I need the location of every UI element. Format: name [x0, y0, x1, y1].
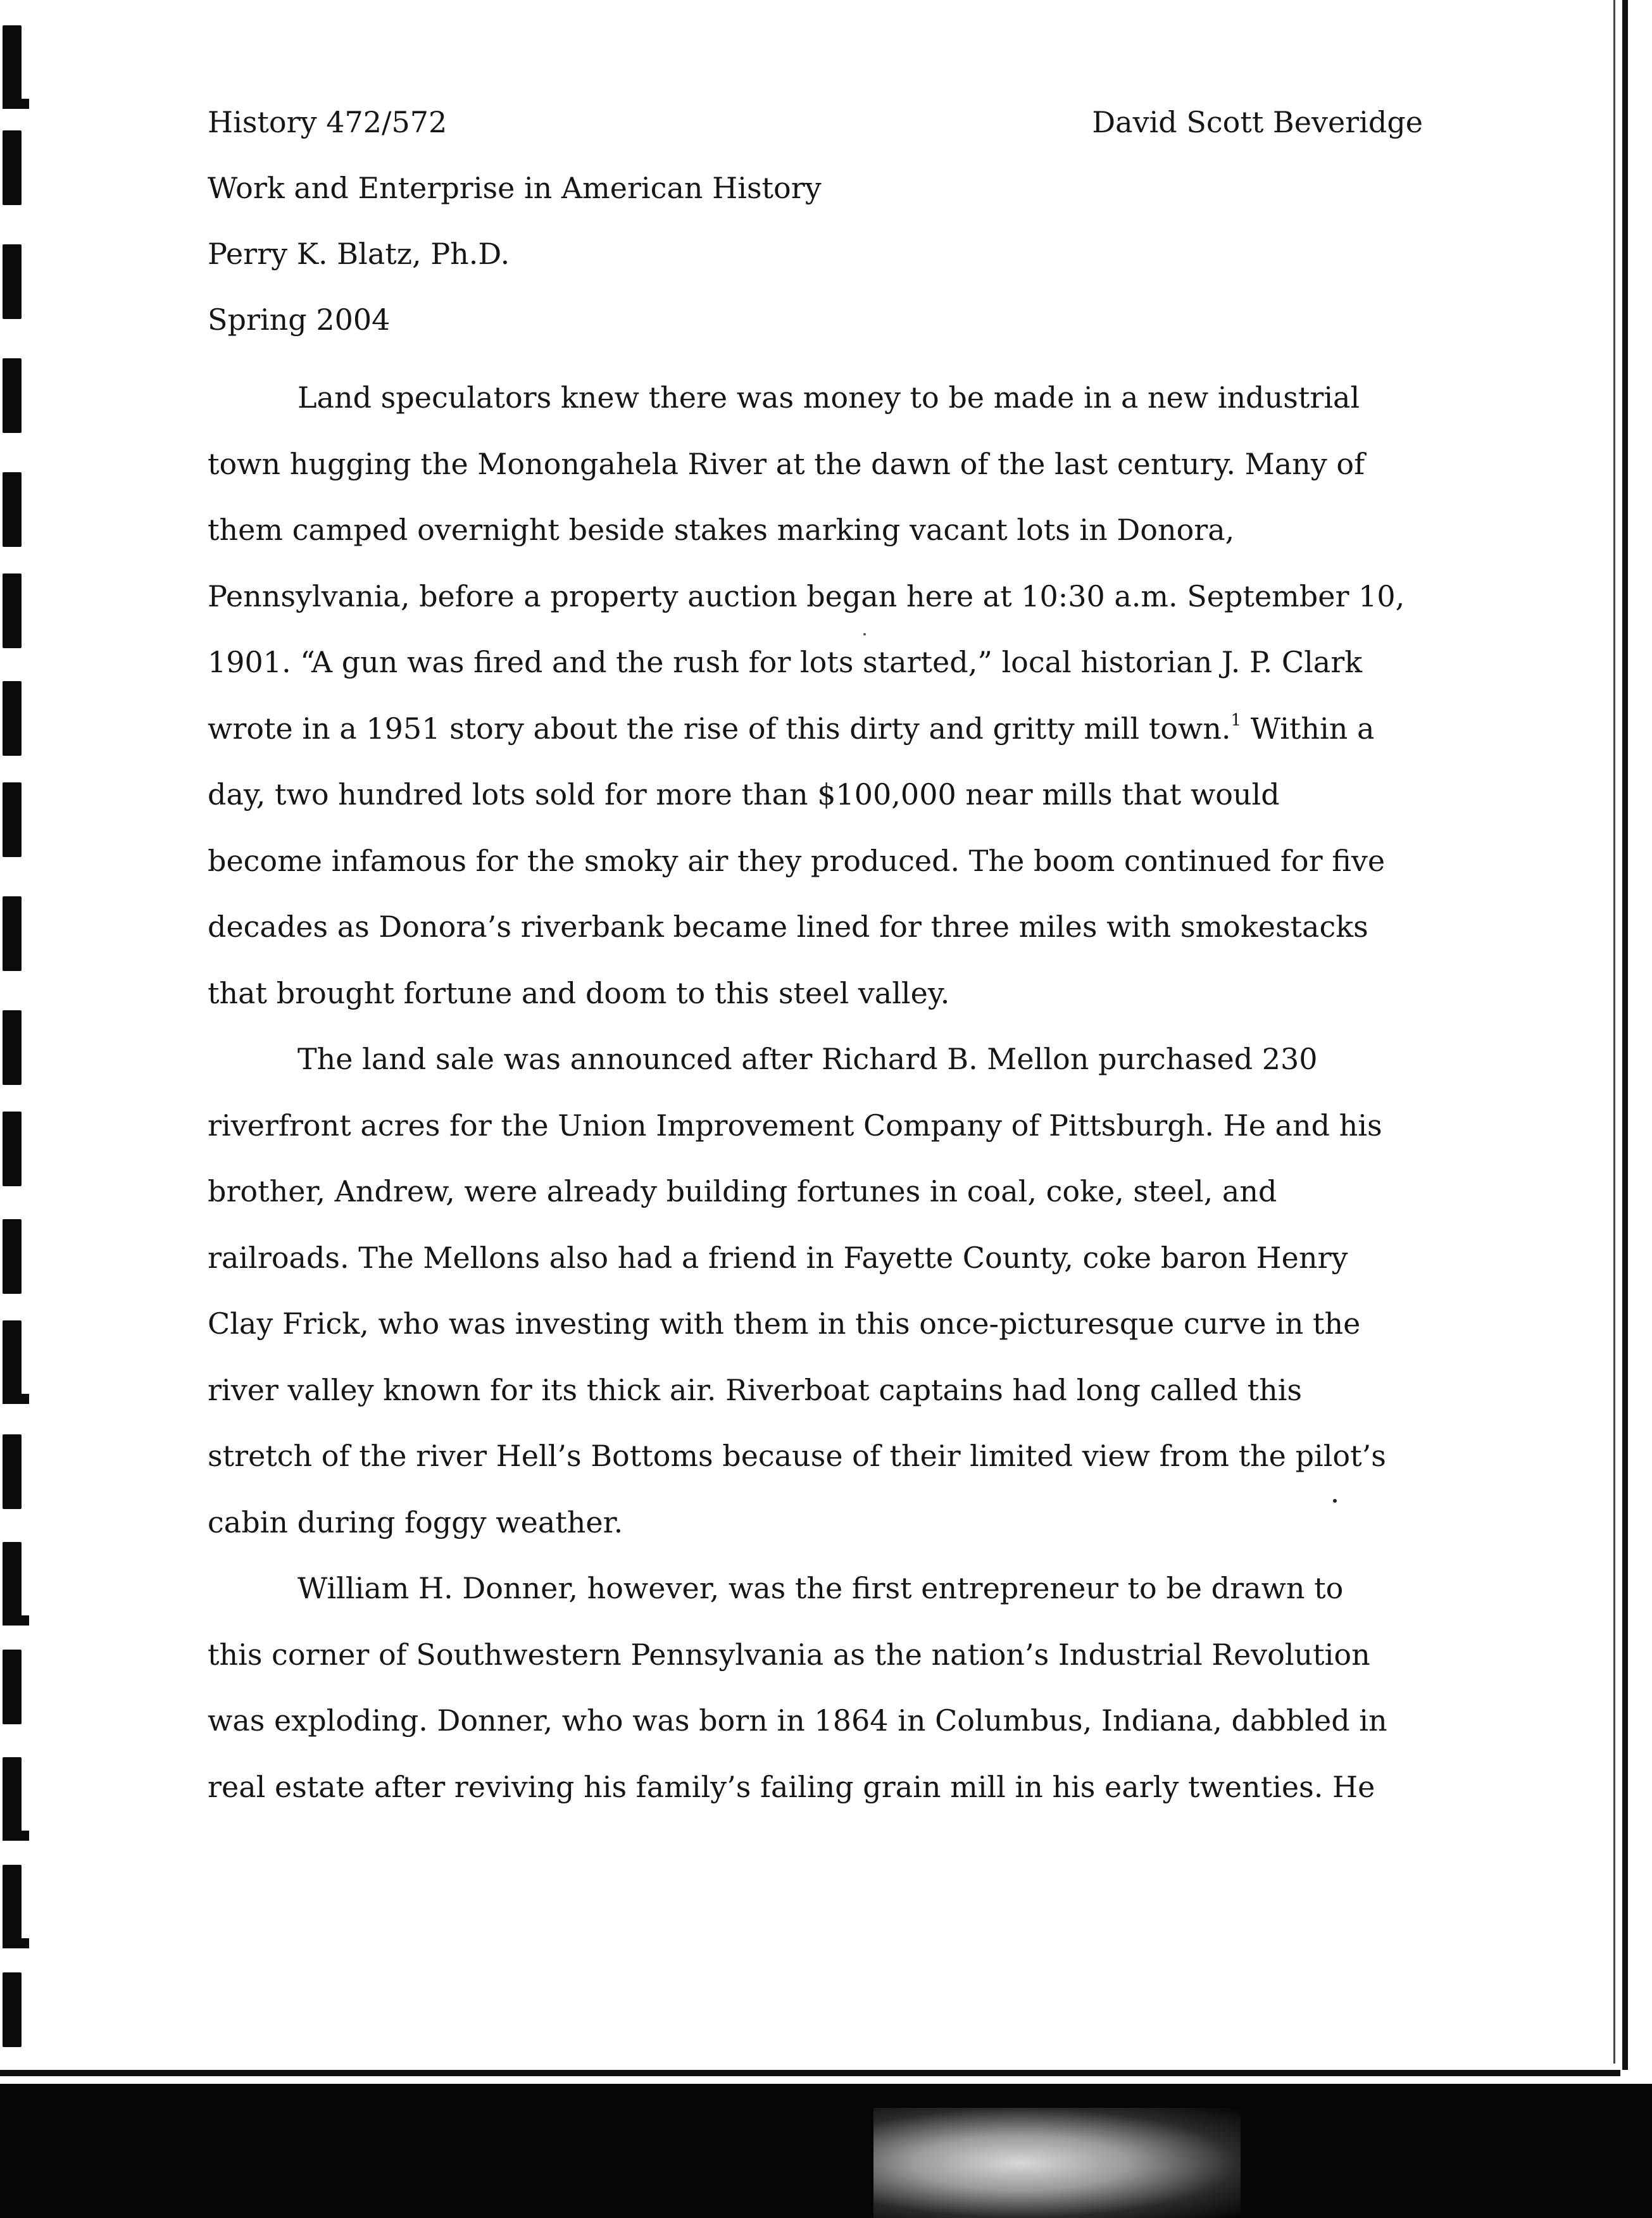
text-line: stretch of the river Hell’s Bottoms because of their limited view from the pilot’s — [208, 1439, 1386, 1473]
binding-hole — [3, 1434, 22, 1509]
binding-hole — [3, 1972, 22, 2047]
text-line: Land speculators knew there was money to be made in a new industrial — [297, 380, 1360, 415]
essay-body — [208, 365, 1429, 1820]
binding-hole — [3, 1757, 22, 1832]
binding-hole — [3, 130, 22, 205]
binding-hole — [3, 1219, 22, 1294]
binding-hole — [3, 1542, 22, 1617]
text-line: riverfront acres for the Union Improvement Company of Pittsburgh. He and his — [208, 1108, 1382, 1143]
binding-hole — [3, 472, 22, 547]
binding-hole — [3, 1650, 22, 1724]
instructor-name: Perry K. Blatz, Ph.D. — [208, 237, 510, 271]
binding-hole — [3, 1320, 22, 1395]
binding-hole — [3, 1010, 22, 1085]
binding-hole — [3, 896, 22, 971]
text-line: become infamous for the smoky air they produced. The boom continued for five — [208, 843, 1386, 878]
paragraph-1 — [208, 365, 1429, 1026]
text-segment: wrote in a 1951 story about the rise of this dirty and gritty mill town. — [208, 711, 1231, 746]
text-line: The land sale was announced after Richard B. Mellon purchased 230 — [297, 1042, 1318, 1076]
course-number: History 472/572 — [208, 105, 447, 139]
text-line: decades as Donora’s riverbank became lined for three miles with smokestacks — [208, 910, 1368, 944]
term: Spring 2004 — [208, 303, 391, 337]
binding-hole — [3, 1865, 22, 1939]
scan-edge-bottom — [0, 2070, 1620, 2076]
text-line: cabin during foggy weather. — [208, 1505, 623, 1539]
text-line: that brought fortune and doom to this steel valley. — [208, 975, 950, 1010]
binding-hole — [3, 782, 22, 857]
binding-hole — [3, 681, 22, 756]
scan-shadow-bottom — [0, 2084, 1652, 2218]
text-line: brother, Andrew, were already building fortunes in coal, coke, steel, and — [208, 1174, 1277, 1208]
text-line: day, two hundred lots sold for more than $100,000 near mills that would — [208, 777, 1280, 811]
paragraph-2 — [208, 1026, 1429, 1555]
binding-hole — [3, 244, 22, 319]
binding-hole — [3, 1112, 22, 1186]
text-line: William H. Donner, however, was the first entrepreneur to be drawn to — [297, 1571, 1344, 1605]
text-line: this corner of Southwestern Pennsylvania as the nation’s Industrial Revolution — [208, 1637, 1370, 1672]
course-title: Work and Enterprise in American History — [208, 171, 822, 205]
text-line: was exploding. Donner, who was born in 1864 in Columbus, Indiana, dabbled in — [208, 1703, 1387, 1738]
text-segment: Within a — [1241, 711, 1375, 746]
text-line: them camped overnight beside stakes marking vacant lots in Donora, — [208, 513, 1235, 547]
text-line: town hugging the Monongahela River at the dawn of the last century. Many of — [208, 446, 1365, 481]
text-line: Clay Frick, who was investing with them in this once-picturesque curve in the — [208, 1306, 1361, 1341]
scan-edge-right-thin — [1613, 0, 1615, 2064]
text-line: real estate after reviving his family’s failing grain mill in his early twenties. He — [208, 1769, 1375, 1804]
scan-edge-right — [1622, 0, 1628, 2070]
footnote-marker: 1 — [1230, 711, 1242, 730]
text-line: 1901. “A gun was fired and the rush for lots started,” local historian J. P. Clark — [208, 645, 1363, 679]
paragraph-3 — [208, 1555, 1429, 1820]
text-line-with-footnote — [208, 696, 1429, 762]
scan-smudge — [873, 2108, 1241, 2218]
binding-hole — [3, 573, 22, 648]
author-name: David Scott Beveridge — [1092, 105, 1423, 139]
text-line: railroads. The Mellons also had a friend in Fayette County, coke baron Henry — [208, 1240, 1348, 1275]
text-line: river valley known for its thick air. Riverboat captains had long called this — [208, 1372, 1303, 1407]
binding-hole — [3, 358, 22, 433]
binding-hole — [3, 25, 22, 100]
text-line: Pennsylvania, before a property auction began here at 10:30 a.m. September 10, — [208, 579, 1405, 613]
